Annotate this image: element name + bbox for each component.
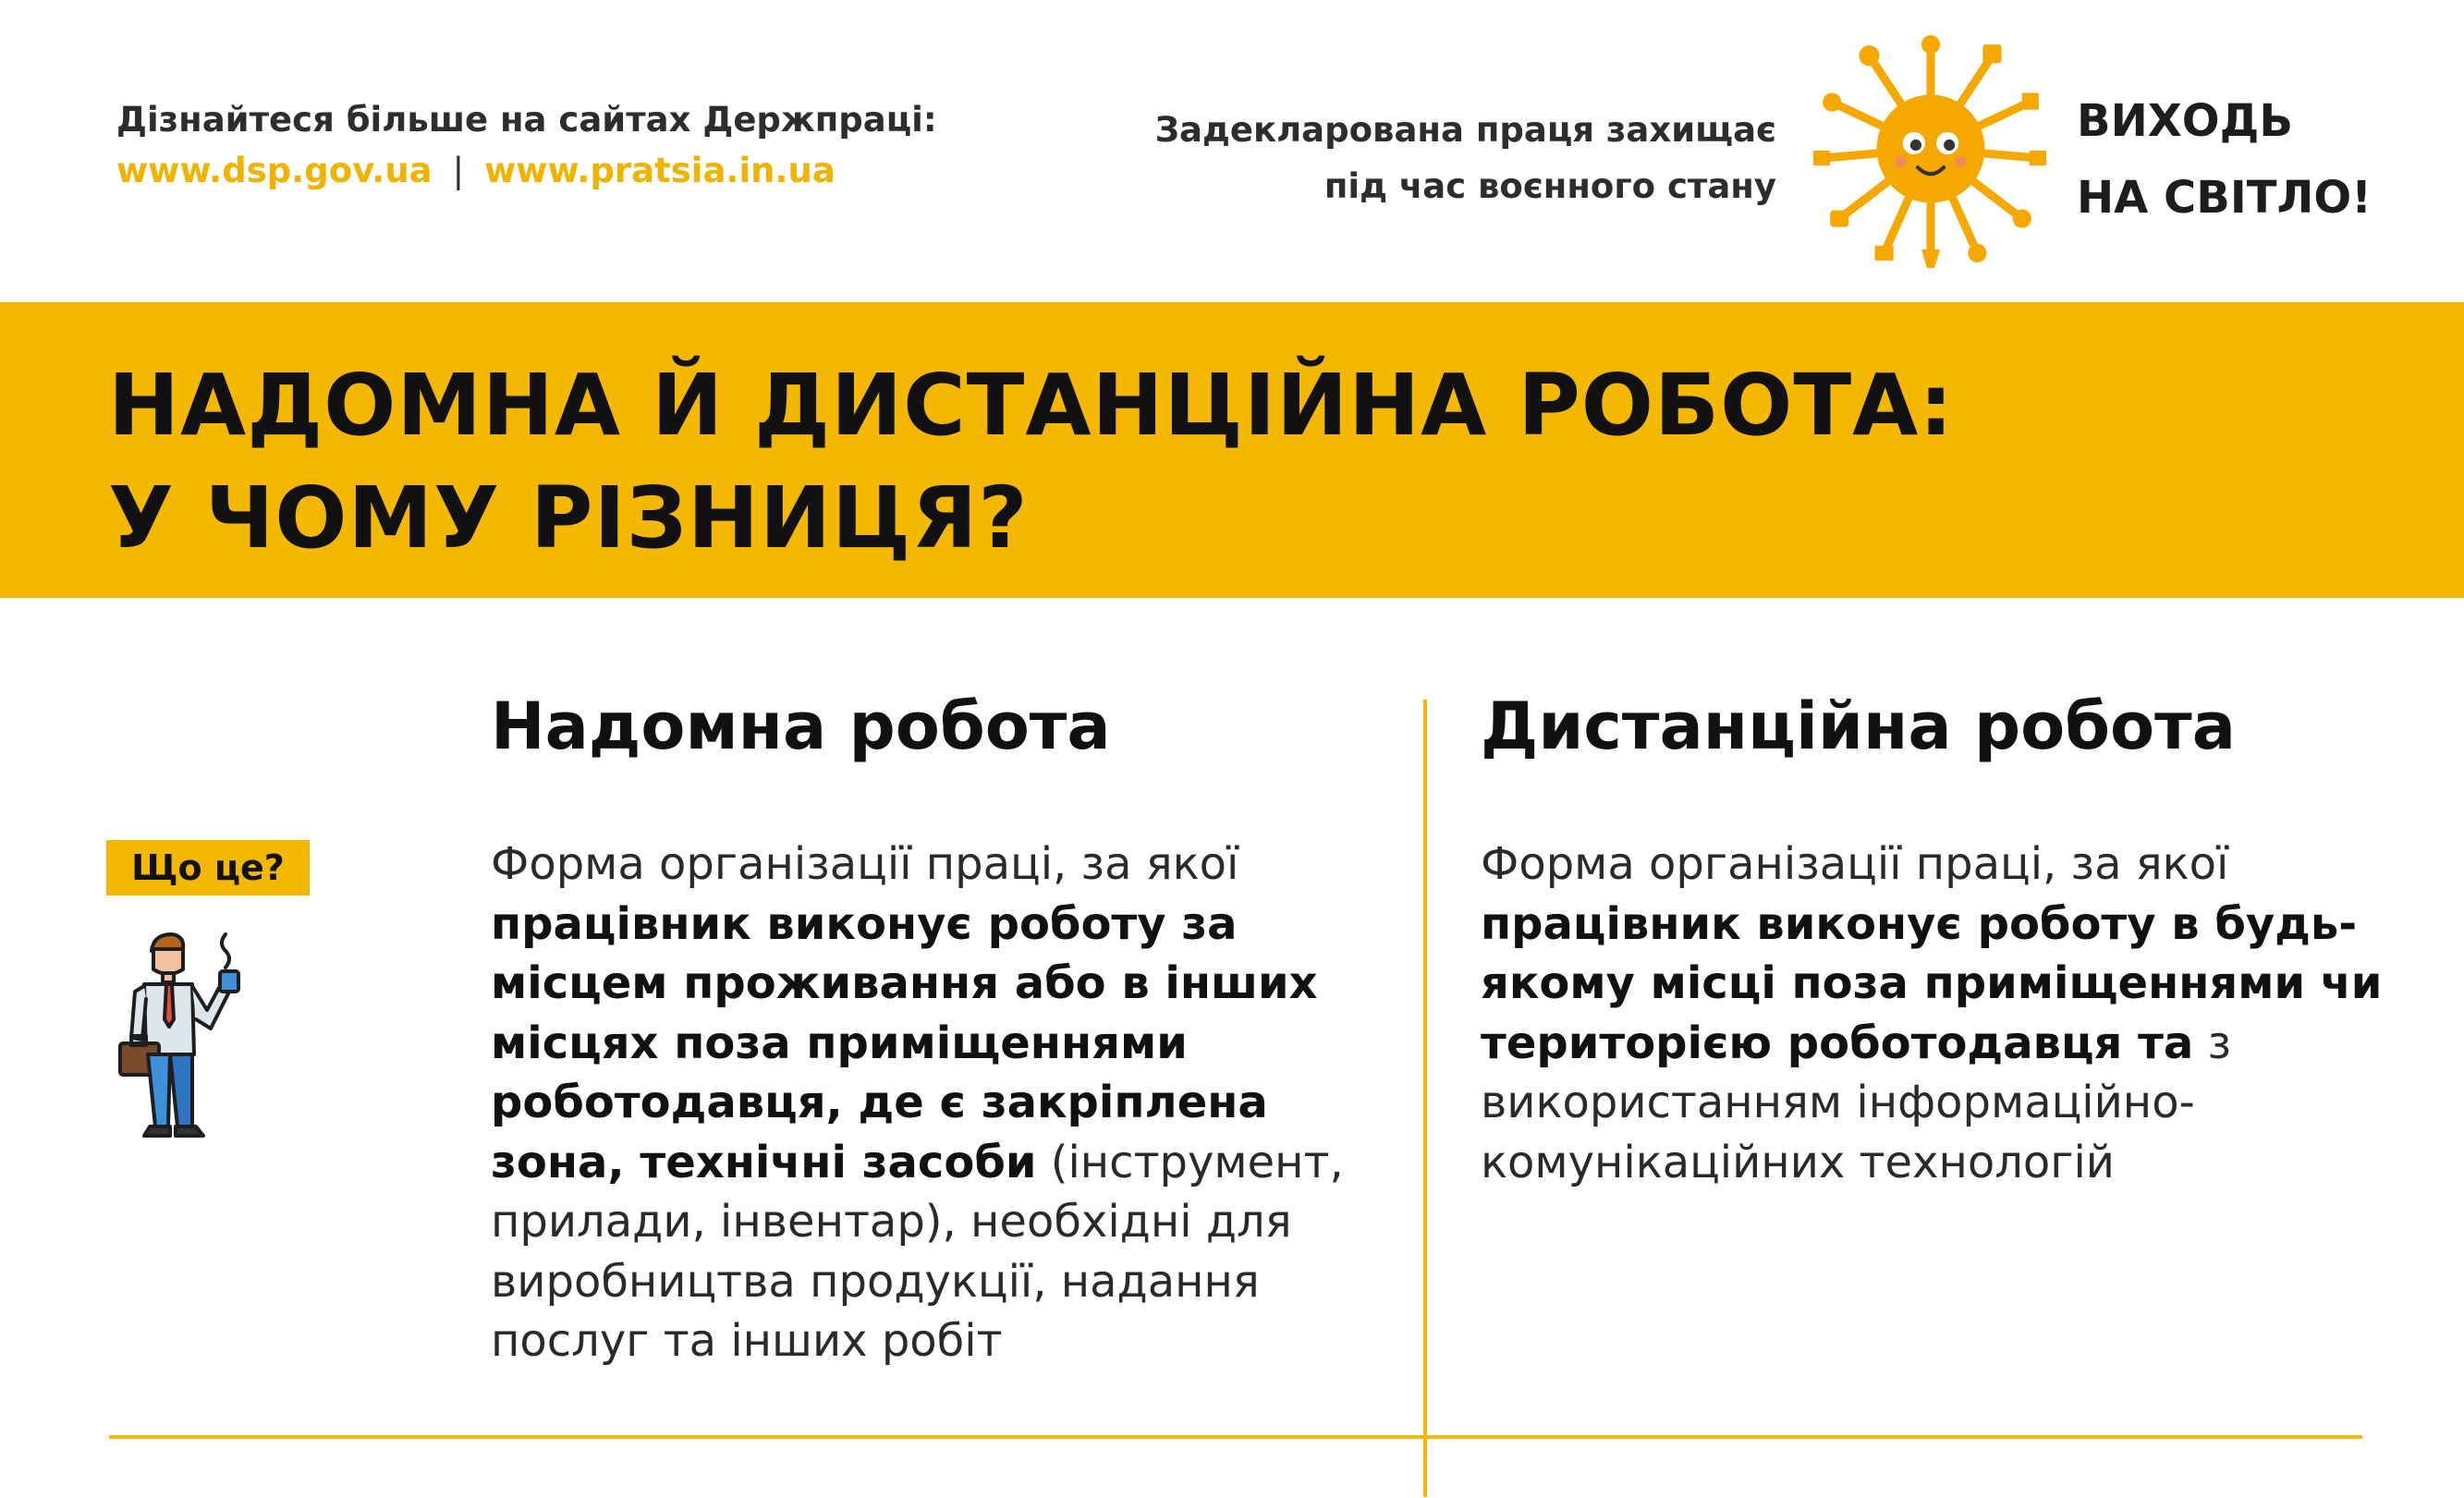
remote-work-text-bold: працівник виконує роботу в будь-якому місці поза приміщеннями чи територією роботодавця та	[1481, 897, 2383, 1069]
column-divider	[1423, 700, 1427, 1497]
learn-more-text: Дізнайтеся більше на сайтах Держпраці:	[116, 100, 937, 140]
link-pratsia[interactable]: www.pratsia.in.ua	[484, 151, 836, 190]
remote-work-text-2: з використанням інформаційно-комунікаційних технологій	[1481, 1017, 2232, 1188]
website-links	[116, 151, 836, 190]
page-title-line-1: НАДОМНА Й ДИСТАНЦІЙНА РОБОТА:	[108, 356, 1955, 455]
page-title-line-2: У ЧОМУ РІЗНИЦЯ?	[108, 469, 1029, 567]
what-is-it-badge: Що це?	[106, 840, 310, 895]
heading-home-work: Надомна робота	[491, 688, 1111, 764]
remote-work-definition	[1481, 834, 2405, 1192]
bottom-divider	[109, 1435, 2362, 1439]
home-work-text-2: (інструмент, прилади, інвентар), необхідні для виробництва продукції, надання послуг та інших робіт	[491, 1136, 1344, 1367]
sun-with-tools-icon	[1810, 28, 2052, 270]
link-separator: |	[452, 151, 465, 190]
home-work-text-1: Форма організації праці, за якої	[491, 838, 1239, 890]
home-work-definition	[491, 834, 1406, 1371]
remote-work-text-1: Форма організації праці, за якої	[1481, 838, 2229, 890]
slogan-line-2: під час воєнного стану	[1323, 166, 1776, 206]
heading-remote-work: Дистанційна робота	[1481, 688, 2236, 764]
brand-line-2: НА СВІТЛО!	[2077, 172, 2373, 224]
slogan	[980, 102, 1776, 214]
slogan-line-1: Задекларована праця захищає	[1154, 110, 1776, 150]
brand-slogan	[2077, 83, 2372, 237]
brand-line-1: ВИХОДЬ	[2077, 95, 2293, 147]
worker-with-briefcase-icon	[118, 927, 248, 1139]
home-work-text-bold: працівник виконує роботу за місцем проживання або в інших місцях поза приміщеннями роботодавця, де є закріплена зона, технічні засоби	[491, 897, 1318, 1188]
link-dsp[interactable]: www.dsp.gov.ua	[116, 151, 433, 190]
page-title	[108, 349, 1954, 575]
